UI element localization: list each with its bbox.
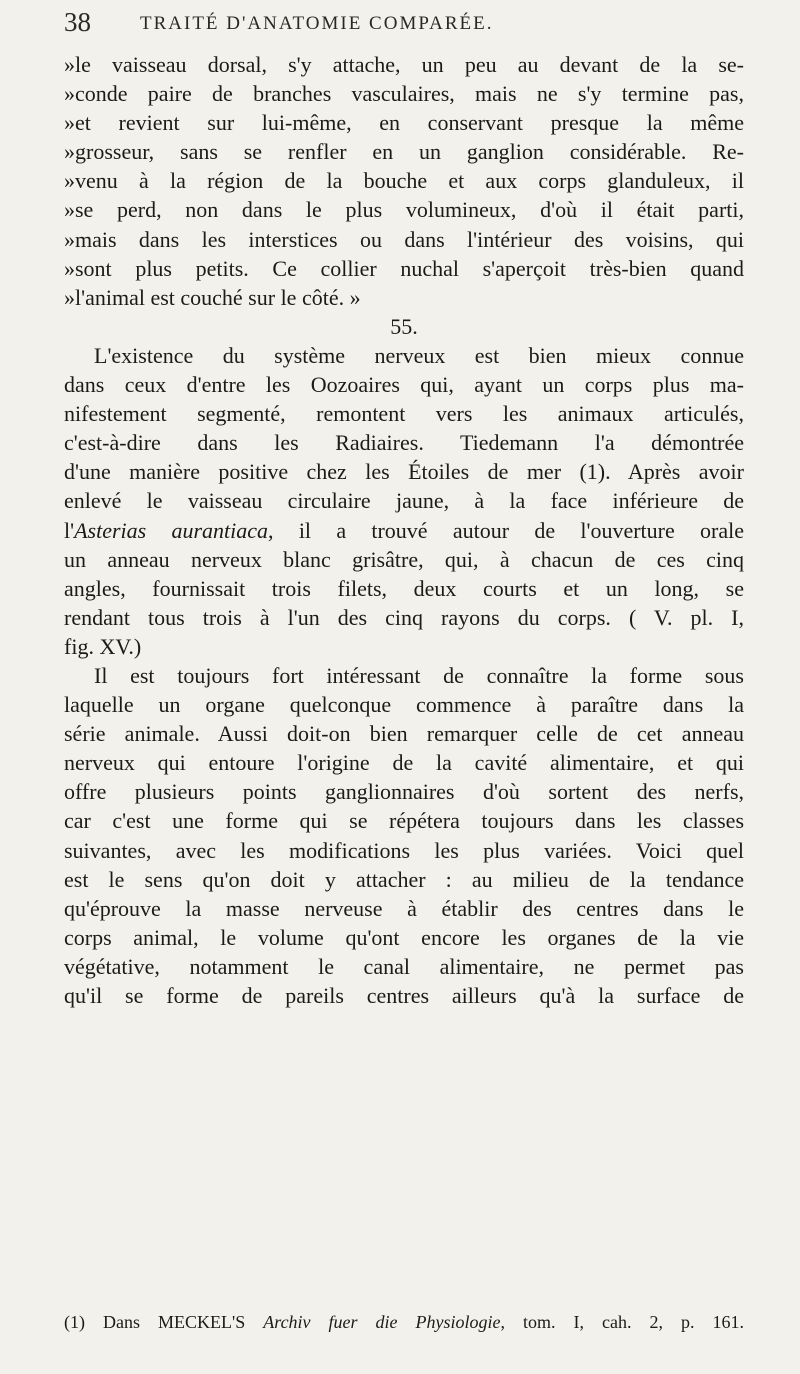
- text-line: fig. XV.): [64, 633, 142, 659]
- text-line: série animale. Aussi doit-on bien remarquer celle de cet anneau: [64, 721, 744, 747]
- text-line: nerveux qui entoure l'origine de la cavité alimentaire, et qui: [64, 750, 744, 776]
- section-number: 55.: [390, 313, 418, 339]
- text-line: un anneau nerveux blanc grisâtre, qui, à chacun de ces cinq: [64, 546, 744, 572]
- text-line: »sont plus petits. Ce collier nuchal s'aperçoit très-bien quand: [64, 255, 744, 281]
- text-line: d'une manière positive chez les Étoiles de mer (1). Après avoir: [64, 459, 744, 485]
- text-line: nifestement segmenté, remontent vers les animaux articulés,: [64, 401, 744, 427]
- text-line: qu'il se forme de pareils centres ailleurs qu'à la surface de: [64, 983, 744, 1008]
- text-line: car c'est une forme qui se répétera toujours dans les classes: [64, 808, 744, 834]
- text-line: rendant tous trois à l'un des cinq rayons du corps. ( V. pl. I,: [64, 604, 744, 630]
- text-line: »venu à la région de la bouche et aux corps glanduleux, il: [64, 168, 744, 194]
- running-title: TRAITÉ D'ANATOMIE COMPARÉE.: [140, 13, 494, 34]
- text-line: c'est-à-dire dans les Radiaires. Tiedemann l'a démontrée: [64, 430, 744, 456]
- page-number: 38: [64, 7, 91, 37]
- text-line: »conde paire de branches vasculaires, mais ne s'y termine pas,: [64, 81, 744, 107]
- text-line: »grosseur, sans se renfler en un ganglion considérable. Re-: [64, 139, 744, 165]
- text-line: »l'animal est couché sur le côté. »: [64, 284, 361, 310]
- text-line: qu'éprouve la masse nerveuse à établir des centres dans le: [64, 895, 744, 921]
- text-line: Il est toujours fort intéressant de connaître la forme sous: [94, 662, 744, 688]
- body-text: [64, 50, 744, 1010]
- text-line: »mais dans les interstices ou dans l'intérieur des voisins, qui: [64, 226, 744, 252]
- page-header: [64, 7, 744, 41]
- text-line: angles, fournissait trois filets, deux courts et un long, se: [64, 575, 744, 601]
- text-line: »le vaisseau dorsal, s'y attache, un peu au devant de la se-: [64, 52, 744, 77]
- text-line: dans ceux d'entre les Oozoaires qui, ayant un corps plus ma-: [64, 372, 744, 398]
- text-line: »et revient sur lui-même, en conservant presque la même: [64, 110, 744, 136]
- text-line: L'existence du système nerveux est bien mieux connue: [94, 342, 744, 368]
- text-line: végétative, notamment le canal alimentaire, ne permet pas: [64, 953, 744, 979]
- text-line: »se perd, non dans le plus volumineux, d'où il était parti,: [64, 197, 744, 223]
- text-line: est le sens qu'on doit y attacher : au milieu de la tendance: [64, 866, 744, 892]
- footnote: (1) Dans MECKEL'S Archiv fuer die Physiologie, tom. I, cah. 2, p. 161.: [64, 1312, 744, 1332]
- text-line: offre plusieurs points ganglionnaires d'où sortent des nerfs,: [64, 779, 744, 805]
- text-line: laquelle un organe quelconque commence à paraître dans la: [64, 692, 744, 718]
- text-line: enlevé le vaisseau circulaire jaune, à la face inférieure de: [64, 488, 744, 514]
- text-line: corps animal, le volume qu'ont encore les organes de la vie: [64, 924, 744, 950]
- text-line: suivantes, avec les modifications les plus variées. Voici quel: [64, 837, 744, 863]
- text-line-asterias: l'Asterias aurantiaca, il a trouvé autour de l'ouverture orale: [64, 517, 744, 543]
